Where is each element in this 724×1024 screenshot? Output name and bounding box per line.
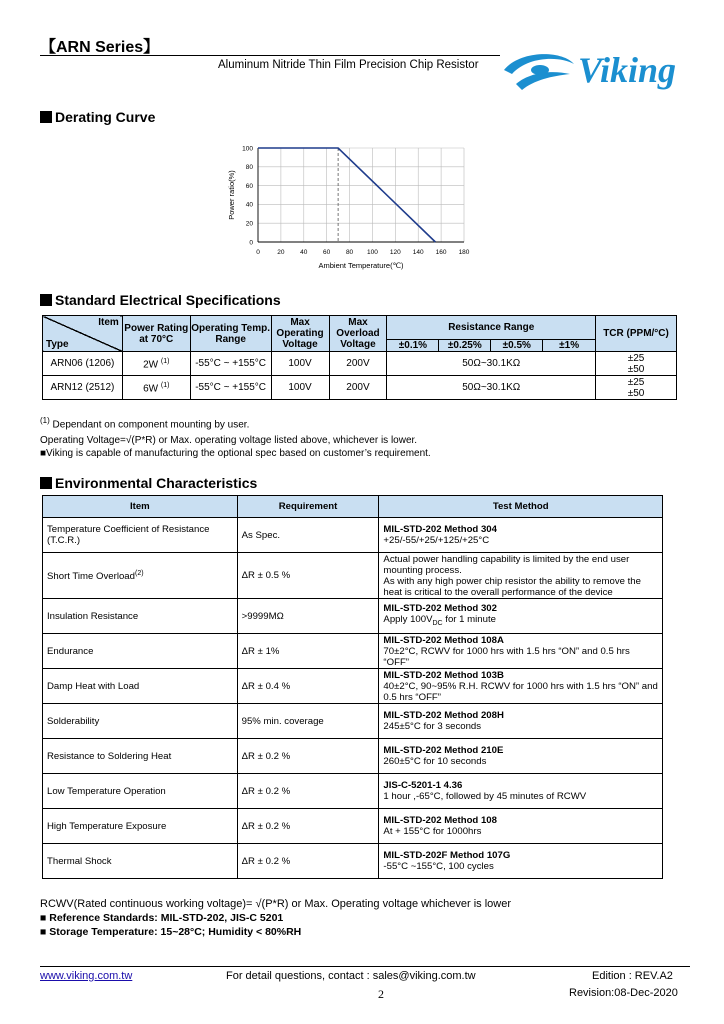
logo-text: Viking	[578, 50, 677, 90]
spec-header-tol: ±0.25%	[439, 340, 491, 352]
spec-row: ARN12 (2512) 6W $^{(1)}$ -55°C ~ +155°C 100V 200V 50Ω~30.1KΩ ±25 ±50	[43, 376, 677, 400]
spec-header-tol: ±1%	[543, 340, 596, 352]
revision-date: Revision:08-Dec-2020	[569, 987, 678, 999]
spec-row: ARN06 (1206) 2W $^{(1)}$ -55°C ~ +155°C 100V 200V 50Ω~30.1KΩ ±25 ±50	[43, 352, 677, 376]
viking-logo	[500, 44, 700, 96]
env-row: Thermal Shock ΔR ± 0.2 % MIL-STD-202F Method 107G -55°C ~155°C, 100 cycles	[43, 844, 663, 879]
x-tick-label: 140	[412, 249, 424, 256]
y-tick-label: 60	[245, 182, 253, 190]
x-tick-label: 100	[367, 249, 378, 256]
series-title: 【ARN Series】	[40, 39, 160, 56]
derating-section-title: Derating Curve	[40, 109, 155, 125]
env-row: High Temperature Exposure ΔR ± 0.2 % MIL-STD-202 Method 108 At + 155°C for 1000hrs	[43, 809, 663, 844]
derating-chart	[220, 138, 480, 278]
contact-info: For detail questions, contact : sales@viking.com.tw	[226, 970, 476, 982]
x-tick-label: 80	[345, 249, 354, 256]
env-row: Damp Heat with Load ΔR ± 0.4 % MIL-STD-202 Method 103B 40±2°C, 90~95% R.H. RCWV for 1000 hrs with 1.5 hrs “ON” and 0.5 hrs “OFF”	[43, 669, 663, 704]
env-row: Low Temperature Operation ΔR ± 0.2 % JIS-C-5201-1 4.36 1 hour ,-65°C, followed by 45 minutes of RCWV	[43, 774, 663, 809]
x-tick-label: 160	[435, 249, 447, 256]
env-row: Short Time Overload$^{(2)}$ ΔR ± 0.5 % Actual power handling capability is limited by the end user mounting process. As with any high power chip resistor the ability to remove the heat is critical to the overall performance of the device	[43, 553, 663, 599]
x-tick-label: 120	[389, 249, 401, 256]
spec-table	[42, 315, 677, 400]
spec-header-max-op-voltage: Max Operating Voltage	[271, 316, 329, 352]
derating-series-line	[258, 148, 435, 242]
x-tick-label: 40	[300, 249, 308, 256]
env-section-title: Environmental Characteristics	[40, 475, 257, 491]
y-tick-label: 0	[249, 239, 253, 247]
spec-header-item-type: Item Type	[43, 316, 123, 352]
footer-rule	[40, 966, 690, 967]
y-tick-label: 40	[245, 201, 253, 209]
spec-header-tol: ±0.1%	[387, 340, 439, 352]
env-row: Temperature Coefficient of Resistance (T.C.R.) As Spec. MIL-STD-202 Method 304 +25/-55/+25/+125/+25°C	[43, 518, 663, 553]
y-tick-label: 80	[245, 164, 253, 172]
page-number: 2	[378, 987, 384, 1001]
env-table	[42, 495, 663, 879]
spec-header-op-temp: Operating Temp. Range	[190, 316, 271, 352]
spec-header-resistance-range: Resistance Range	[387, 316, 596, 340]
spec-header-tol: ±0.5%	[491, 340, 543, 352]
swoosh-icon	[504, 54, 574, 90]
env-row: Solderability 95% min. coverage MIL-STD-202 Method 208H 245±5°C for 3 seconds	[43, 704, 663, 739]
env-row: Insulation Resistance >9999MΩ MIL-STD-202 Method 302 Apply $100V_{DC}$ for 1 minute	[43, 599, 663, 634]
x-tick-label: 60	[323, 249, 331, 256]
x-tick-label: 20	[277, 249, 285, 256]
x-tick-label: 180	[458, 249, 470, 256]
env-header-test-method: Test Method	[379, 496, 663, 518]
y-tick-label: 100	[242, 145, 253, 153]
spec-header-tcr: TCR (PPM/°C)	[596, 316, 677, 352]
y-tick-label: 20	[245, 220, 253, 228]
x-axis-label: Ambient Temperature(℃)	[318, 261, 404, 270]
bottom-notes: RCWV(Rated continuous working voltage)= √(P*R) or Max. Operating voltage whichever is lower ■ Reference Standards: MIL-STD-202, JIS-C 5201 ■ Storage Temperature: 15~28°C; Humidity < 80%RH	[40, 898, 511, 938]
env-header-item: Item	[43, 496, 238, 518]
env-header-requirement: Requirement	[237, 496, 379, 518]
spec-section-title: Standard Electrical Specifications	[40, 292, 281, 308]
header-rule	[40, 55, 500, 56]
x-tick-label: 0	[256, 249, 260, 256]
y-axis-label: Power ratio(%)	[227, 170, 236, 220]
env-row: Resistance to Soldering Heat ΔR ± 0.2 % MIL-STD-202 Method 210E 260±5°C for 10 seconds	[43, 739, 663, 774]
env-row: Endurance ΔR ± 1% MIL-STD-202 Method 108A 70±2°C, RCWV for 1000 hrs with 1.5 hrs “ON” and 0.5 hrs “OFF”	[43, 634, 663, 669]
edition-label: Edition : REV.A2	[592, 970, 673, 982]
spec-header-max-ol-voltage: Max Overload Voltage	[329, 316, 387, 352]
website-link[interactable]: www.viking.com.tw	[40, 970, 133, 982]
document-subtitle: Aluminum Nitride Thin Film Precision Chip Resistor	[218, 59, 479, 71]
spec-notes: $^{(1)}$ Dependant on component mounting by user. Operating Voltage=√(P*R) or Max. operating voltage listed above, whichever is lower. ■Viking is capable of manufacturing the optional spec based on customer’s requirement.	[40, 416, 431, 460]
spec-header-power: Power Rating at 70°C	[122, 316, 190, 352]
